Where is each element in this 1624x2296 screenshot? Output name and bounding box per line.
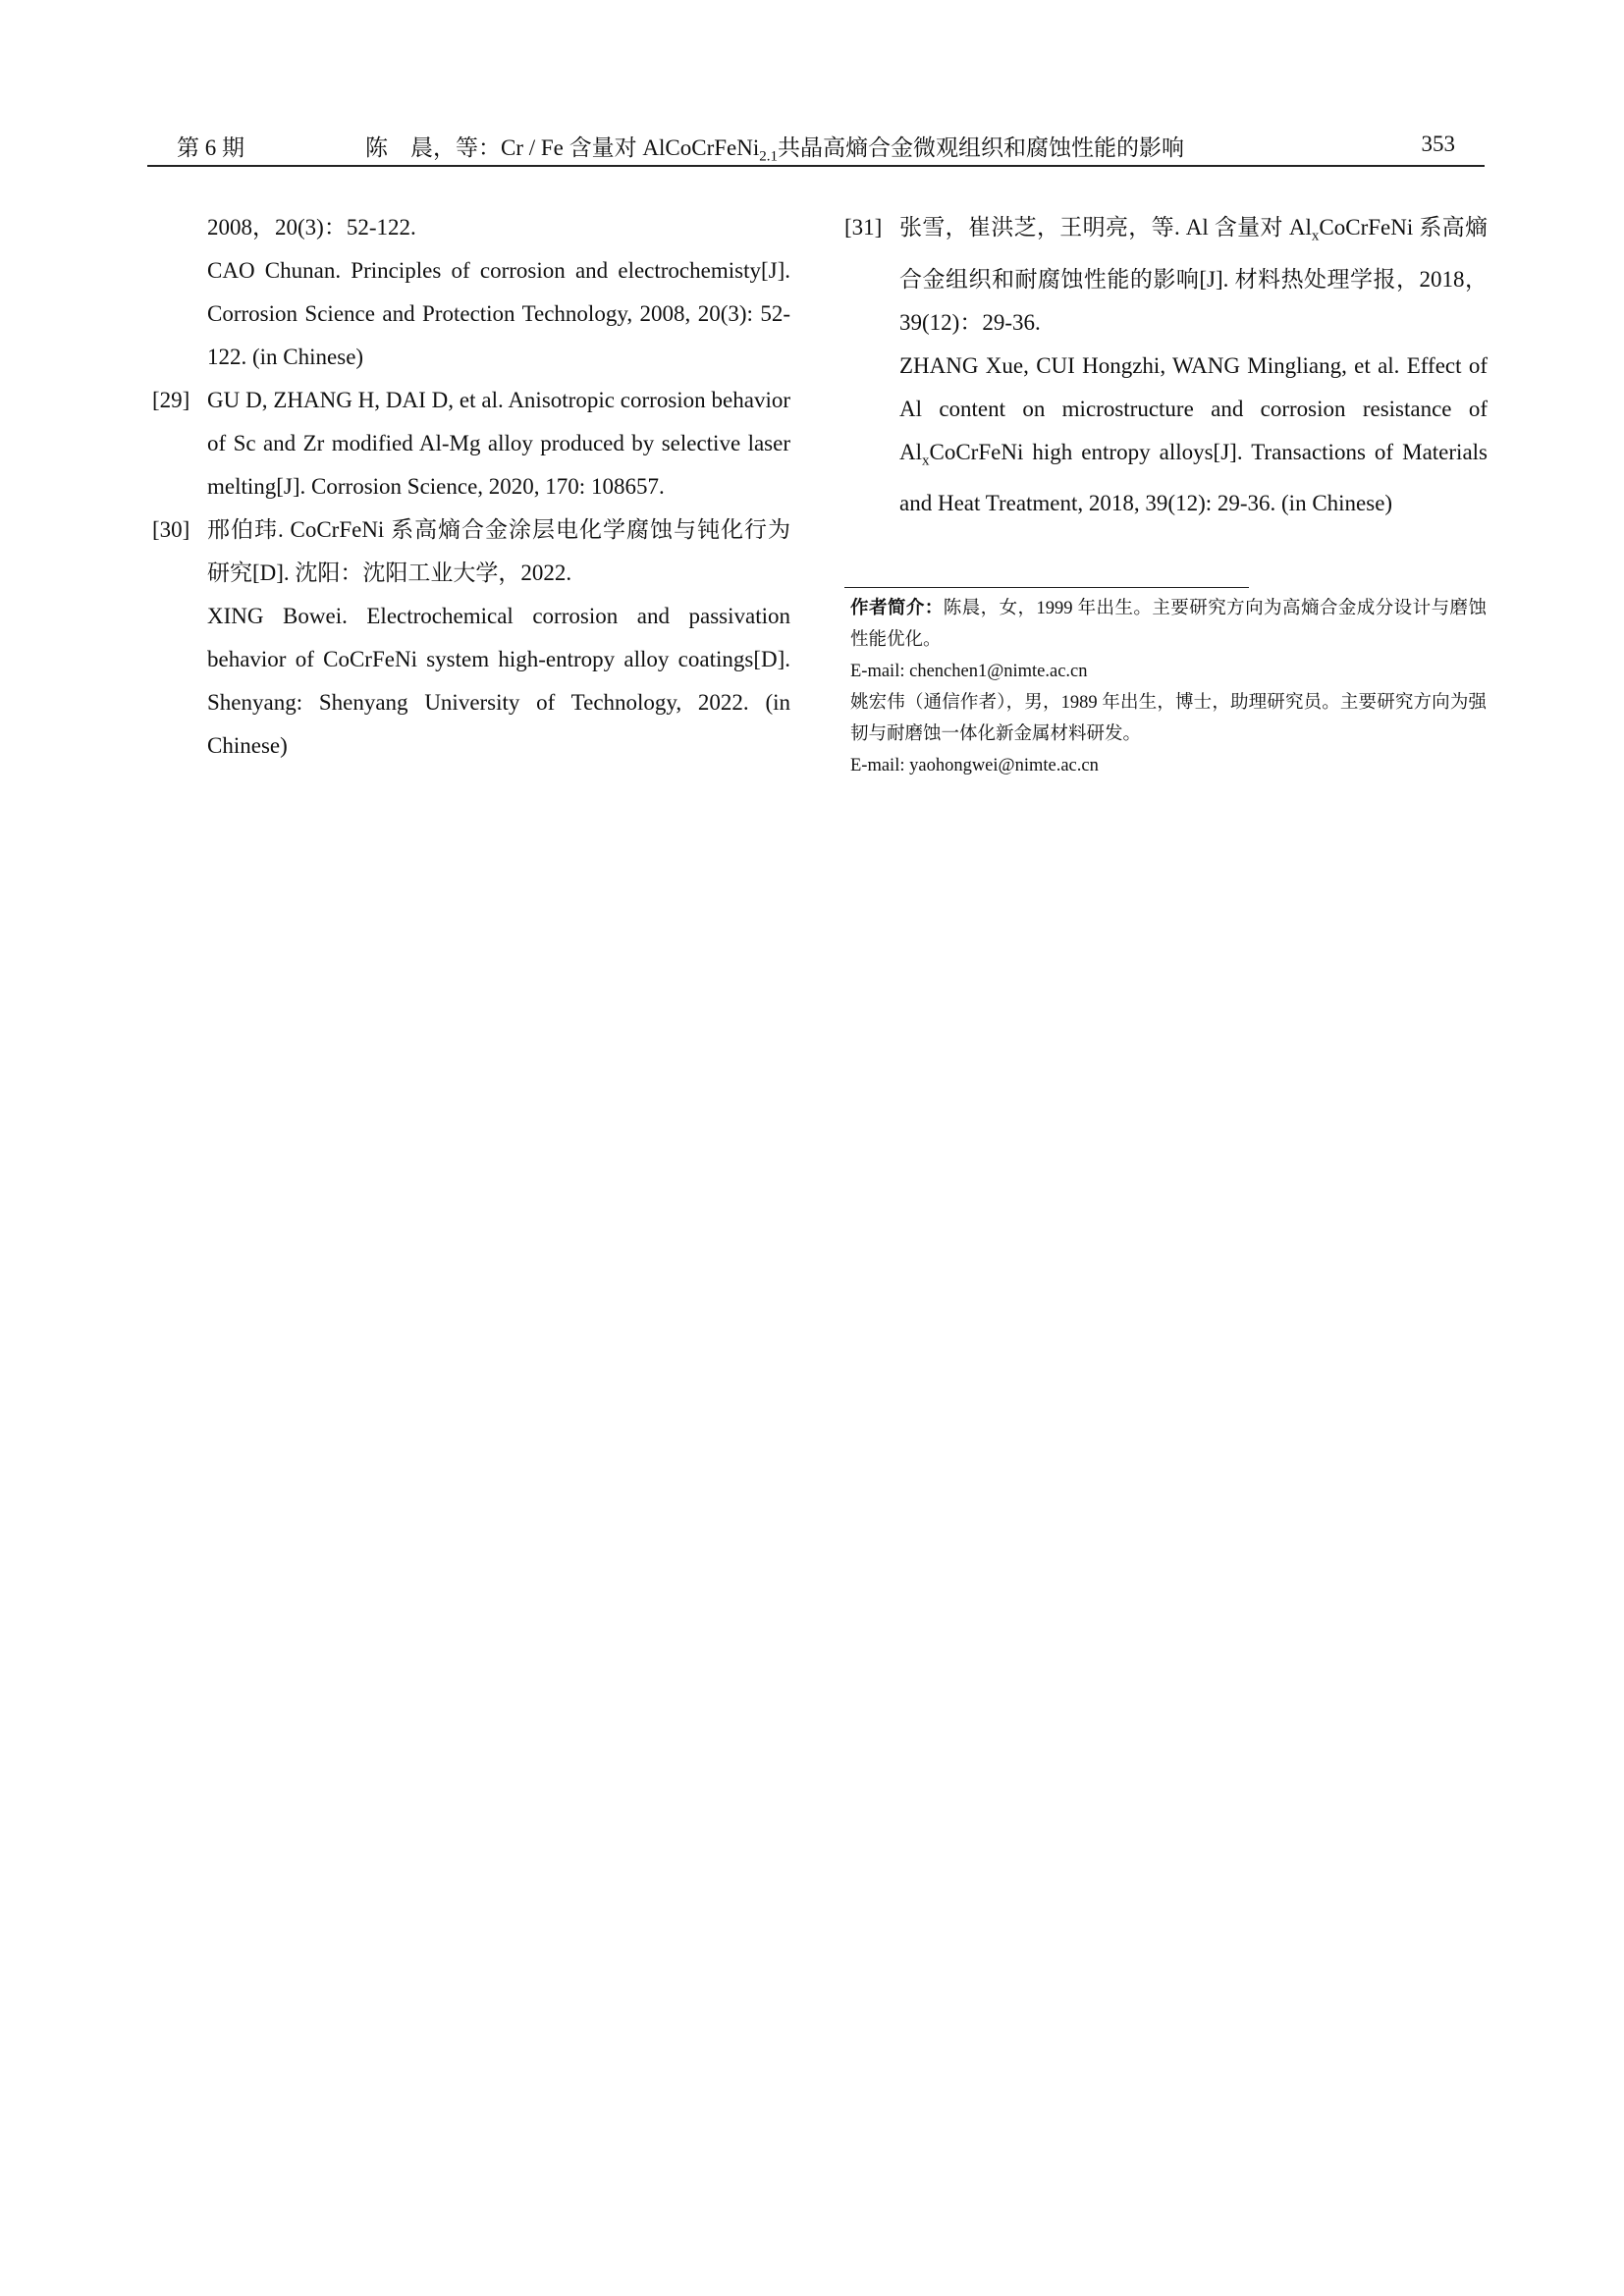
reference-31-en	[899, 345, 1488, 526]
author1-text: 陈晨，女，1999 年出生。主要研究方向为高熵合金成分设计与磨蚀性能优化。	[850, 599, 1487, 650]
footnote-rule	[844, 587, 1249, 588]
page-number: 353	[1421, 132, 1455, 156]
author2-bio: 姚宏伟（通信作者），男，1989 年出生，博士，助理研究员。主要研究方向为强韧与耐磨蚀一体化新金属材料研发。	[850, 693, 1487, 744]
running-header	[147, 126, 1485, 167]
reference-31-en-part2: CoCrFeNi high entropy alloys[J]. Transactions of Materials and Heat Treatment, 2018, 39(12): 29-36. (in Chinese)	[899, 439, 1488, 516]
reference-28-cn-tail: 2008，20(3)：52-122.	[207, 215, 416, 240]
reference-31-cn-part1: 张雪，崔洪芝，王明亮，等. Al 含量对 Al	[899, 215, 1312, 240]
running-title-rest: 共晶高熵合金微观组织和腐蚀性能的影响	[777, 135, 1184, 160]
author-bio	[850, 593, 1487, 781]
reference-28-continued	[152, 206, 790, 379]
reference-31-cn-part2: CoCrFeNi 系高熵合金组织和耐腐蚀性能的影响[J]. 材料热处理学报，2018，39(12)：29-36.	[899, 215, 1488, 335]
reference-31-cn-subscript: x	[1311, 228, 1320, 244]
reference-31-cn	[899, 206, 1488, 345]
reference-30-en: XING Bowei. Electrochemical corrosion and passivation behavior of CoCrFeNi system high-entropy alloy coatings[D]. Shenyang: Shenyang University of Technology, 2022. (in Chinese)	[207, 604, 790, 758]
reference-28-en: CAO Chunan. Principles of corrosion and electrochemisty[J]. Corrosion Science and Protection Technology, 2008, 20(3): 52-122. (in Chinese)	[207, 258, 790, 369]
running-title-main: 陈 晨，等：Cr / Fe 含量对 AlCoCrFeNi	[365, 135, 760, 160]
running-title-subscript: 2.1	[759, 148, 778, 165]
right-column	[844, 206, 1488, 525]
issue-number: 第 6 期	[177, 135, 244, 160]
reference-31-en-subscript: x	[922, 453, 930, 469]
running-title	[365, 130, 1184, 166]
reference-30	[152, 508, 790, 768]
author-bio-label: 作者简介：	[850, 599, 944, 618]
author1-bio	[850, 593, 1487, 656]
reference-31-en-part1: ZHANG Xue, CUI Hongzhi, WANG Mingliang, et al. Effect of Al content on microstructure and corrosion resistance of Al	[899, 352, 1488, 464]
reference-29	[152, 379, 790, 508]
reference-31	[844, 206, 1488, 525]
reference-29-text: GU D, ZHANG H, DAI D, et al. Anisotropic corrosion behavior of Sc and Zr modified Al-Mg alloy produced by selective laser melting[J]. Corrosion Science, 2020, 170: 108657.	[207, 388, 790, 499]
reference-31-number: [31]	[844, 215, 883, 240]
reference-29-number: [29]	[152, 388, 190, 412]
reference-30-number: [30]	[152, 517, 190, 542]
author2-email: E-mail: yaohongwei@nimte.ac.cn	[850, 756, 1099, 775]
author1-email: E-mail: chenchen1@nimte.ac.cn	[850, 662, 1088, 681]
reference-30-cn: 邢伯玮. CoCrFeNi 系高熵合金涂层电化学腐蚀与钝化行为研究[D]. 沈阳：沈阳工业大学，2022.	[207, 517, 790, 585]
left-column	[152, 206, 790, 768]
